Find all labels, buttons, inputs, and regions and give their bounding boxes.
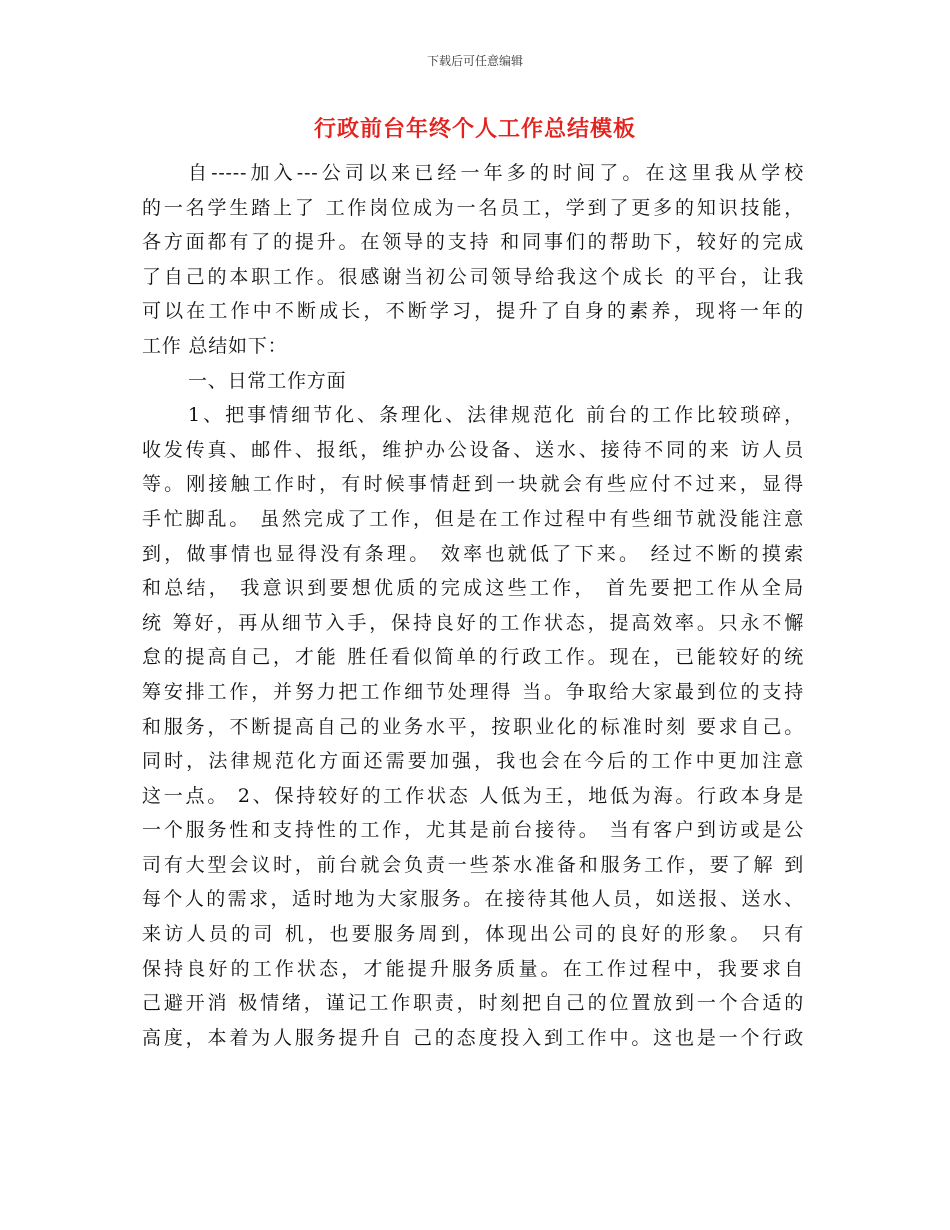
body-line: 收发传真、邮件、报纸，维护办公设备、送水、接待不同的来 访人员	[142, 438, 804, 461]
body-line: 各方面都有了的提升。在领导的支持 和同事们的帮助下，较好的完成	[142, 231, 804, 254]
header-note: 下载后可任意编辑	[426, 54, 523, 68]
body-line: 一个服务性和支持性的工作，尤其是前台接待。 当有客户到访或是公	[142, 819, 804, 842]
body-line: 等。刚接触工作时，有时候事情赶到一块就会有些应付不过来，显得	[142, 473, 804, 496]
body-line: 每个人的需求，适时地为大家服务。在接待其他人员，如送报、送水、	[142, 888, 804, 911]
body-line: 和服务，不断提高自己的业务水平，按职业化的标准时刻 要求自己。	[142, 715, 804, 738]
body-line: 同时，法律规范化方面还需要加强，我也会在今后的工作中更加注意	[142, 750, 804, 773]
body-line: 怠的提高自己，才能 胜任看似简单的行政工作。现在，已能较好的统	[142, 646, 804, 669]
body-line: 的一名学生踏上了 工作岗位成为一名员工，学到了更多的知识技能，	[142, 196, 804, 219]
body-line: 高度，本着为人服务提升自 己的态度投入到工作中。这也是一个行政	[142, 1026, 804, 1049]
document-title: 行政前台年终个人工作总结模板	[313, 117, 636, 142]
document-body	[142, 156, 804, 1055]
body-line: 一、日常工作方面	[188, 369, 347, 392]
body-line: 到，做事情也显得没有条理。 效率也就低了下来。 经过不断的摸索	[142, 542, 804, 565]
body-line: 这一点。 2、保持较好的工作状态 人低为王，地低为海。行政本身是	[142, 784, 804, 807]
body-line: 自-----加入---公司以来已经一年多的时间了。在这里我从学校	[188, 162, 804, 184]
body-line: 己避开消 极情绪，谨记工作职责，时刻把自己的位置放到一个合适的	[142, 992, 804, 1015]
body-line: 1、把事情细节化、条理化、法律规范化 前台的工作比较琐碎，	[188, 404, 804, 427]
body-line: 统 筹好，再从细节入手，保持良好的工作状态，提高效率。只永不懈	[142, 611, 804, 634]
body-line: 了自己的本职工作。很感谢当初公司领导给我这个成长 的平台，让我	[142, 265, 804, 288]
body-line: 可以在工作中不断成长，不断学习，提升了自身的素养，现将一年的	[142, 300, 804, 323]
body-line: 手忙脚乱。 虽然完成了工作，但是在工作过程中有些细节就没能注意	[142, 507, 804, 530]
body-line: 来访人员的司 机，也要服务周到，体现出公司的良好的形象。 只有	[142, 923, 804, 946]
body-line: 保持良好的工作状态，才能提升服务质量。在工作过程中，我要求自	[142, 957, 804, 980]
body-line: 筹安排工作，并努力把工作细节处理得 当。争取给大家最到位的支持	[142, 680, 804, 703]
body-line: 工作 总结如下：	[142, 334, 288, 357]
body-line: 司有大型会议时，前台就会负责一些茶水准备和服务工作，要了解 到	[142, 853, 804, 876]
body-line: 和总结， 我意识到要想优质的完成这些工作， 首先要把工作从全局	[142, 577, 804, 600]
